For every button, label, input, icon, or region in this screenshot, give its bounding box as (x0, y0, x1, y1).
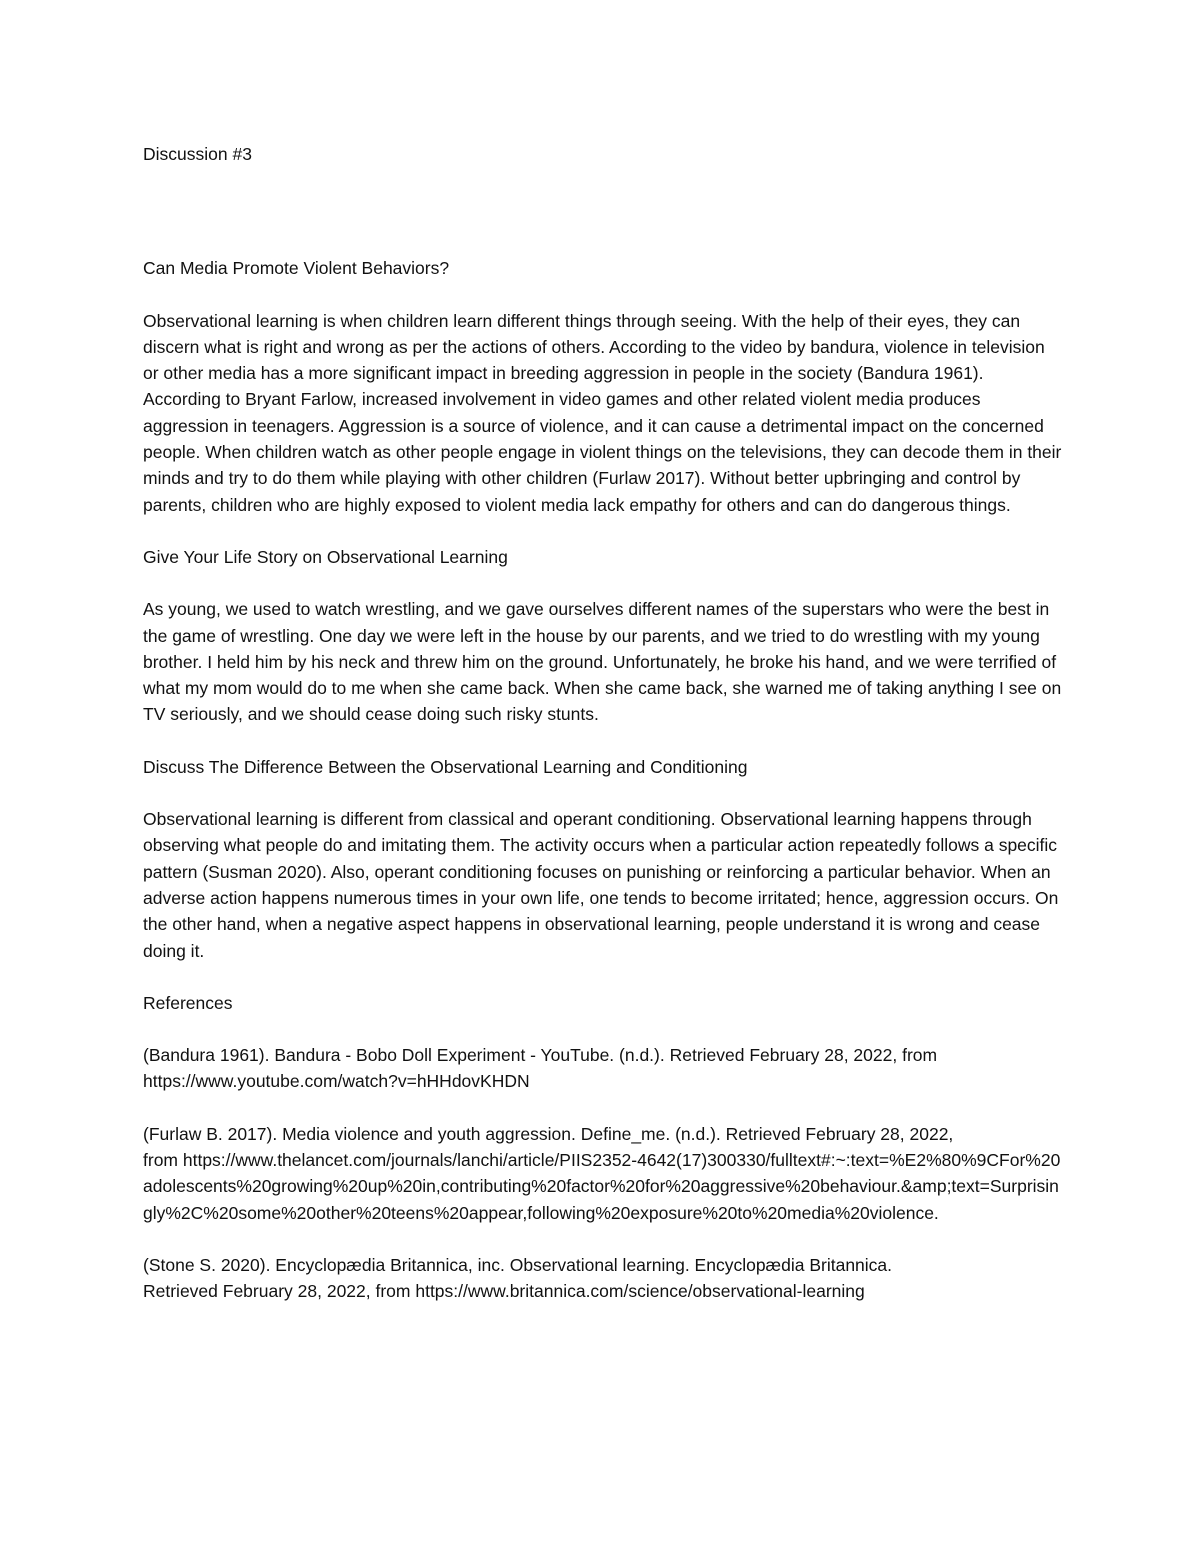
reference-link[interactable]: Retrieved February 28, 2022, from https://www.britannica.com/science/observational-learning (143, 1281, 865, 1302)
document-title: Discussion #3 (143, 144, 252, 164)
reference-link[interactable]: https://www.youtube.com/watch?v=hHHdovKHDN (143, 1071, 530, 1092)
reference-entry-stone (143, 1252, 1063, 1305)
reference-text: (Bandura 1961). Bandura - Bobo Doll Experiment - YouTube. (n.d.). Retrieved February 28, 2022, from (143, 1045, 938, 1066)
section-body-difference: Observational learning is different from classical and operant conditioning. Observational learning happens through observing what people do and imitating them. The activity occurs when a particular action repeatedly follows a specific pattern (Susman 2020). Also, operant conditioning focuses on punishing or reinforcing a particular behavior. When an adverse action happens numerous times in your own life, one tends to become irritated; hence, aggression occurs. On the other hand, when a negative aspect happens in observational learning, people understand it is wrong and cease doing it. (143, 809, 1059, 961)
reference-entry-furlaw (143, 1121, 1063, 1226)
section-heading-life-story: Give Your Life Story on Observational Learning (143, 546, 508, 567)
section-body-life-story: As young, we used to watch wrestling, and we gave ourselves different names of the superstars who were the best in the game of wrestling. One day we were left in the house by our parents, and we tried to do wrestling with my young brother. I held him by his neck and threw him on the ground. Unfortunately, he broke his hand, and we were terrified of what my mom would do to me when she came back. When she came back, she warned me of taking anything I see on TV seriously, and we should cease doing such risky stunts. (143, 599, 1062, 725)
reference-entry-bandura (143, 1042, 1063, 1095)
section-body-media-violence: Observational learning is when children learn different things through seeing. With the help of their eyes, they can discern what is right and wrong as per the actions of others. According to the video by bandura, violence in television or other media has a more significant impact in breeding aggression in people in the society (Bandura 1961). According to Bryant Farlow, increased involvement in video games and other related violent media produces aggression in teenagers. Aggression is a source of violence, and it can cause a detrimental impact on the concerned people. When children watch as other people engage in violent things on the televisions, they can decode them in their minds and try to do them while playing with other children (Furlaw 2017). Without better upbringing and control by parents, children who are highly exposed to violent media lack empathy for others and can do dangerous things. (143, 310, 1062, 515)
reference-text: (Stone S. 2020). Encyclopædia Britannica, inc. Observational learning. Encyclopædia Britannica. (143, 1254, 893, 1275)
section-heading-difference: Discuss The Difference Between the Observational Learning and Conditioning (143, 756, 748, 777)
section-heading-media-violence: Can Media Promote Violent Behaviors? (143, 258, 450, 279)
reference-link[interactable]: from https://www.thelancet.com/journals/lanchi/article/PIIS2352-4642(17)300330/fulltext#:~:text=%E2%80%9CFor%20adolescents%20growing%20up%20in,contributing%20factor%20for%20aggressive%20behaviour.&amp;text=Surprisingly%2C%20some%20other%20teens%20appear,following%20exposure%20to%20media%20violence. (143, 1150, 1061, 1223)
reference-text: (Furlaw B. 2017). Media violence and youth aggression. Define_me. (n.d.). Retrieved February 28, 2022, (143, 1123, 954, 1144)
document-body (143, 141, 1063, 1305)
references-heading: References (143, 992, 233, 1013)
